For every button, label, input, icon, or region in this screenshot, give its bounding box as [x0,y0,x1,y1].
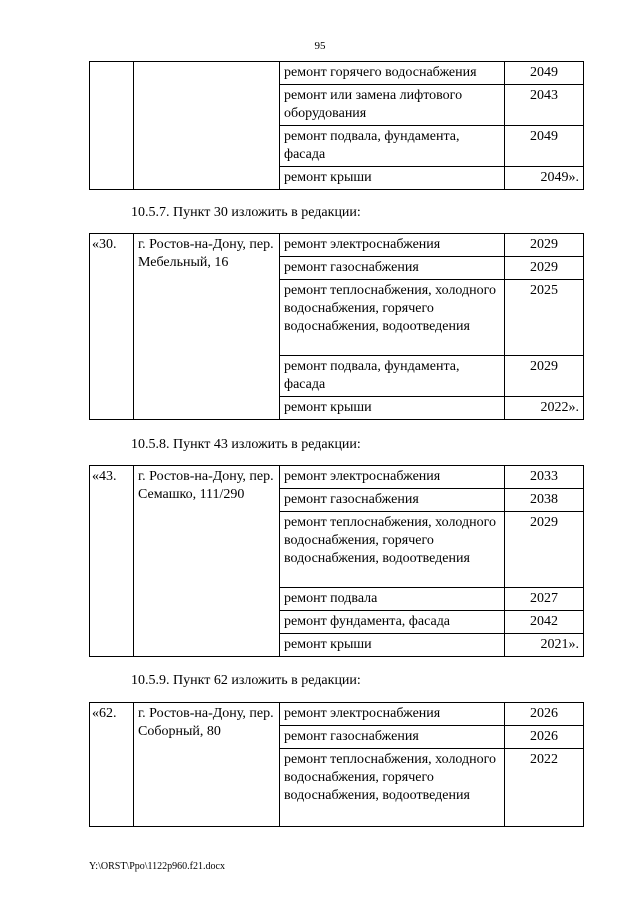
item-number-cell: «62. [90,703,134,827]
year-cell: 2042 [505,611,584,634]
address-cell: г. Ростов-на-Дону, пер. Семашко, 111/290 [134,466,280,657]
work-cell: ремонт газоснабжения [280,489,505,512]
year-cell: 2049». [505,167,584,190]
work-cell: ремонт подвала, фундамента, фасада [280,356,505,397]
work-cell: ремонт крыши [280,167,505,190]
works-table-item-43 [89,465,584,657]
work-cell: ремонт теплоснабжения, холодного водоснабжения, горячего водоснабжения, водоотведения [280,280,505,356]
page-number: 95 [314,40,326,52]
item-number-cell [90,62,134,190]
year-cell: 2029 [505,356,584,397]
paragraph-10-5-7: 10.5.7. Пункт 30 изложить в редакции: [131,205,361,220]
address-cell [134,62,280,190]
address-cell: г. Ростов-на-Дону, пер. Соборный, 80 [134,703,280,827]
work-cell: ремонт теплоснабжения, холодного водоснабжения, горячего водоснабжения, водоотведения [280,512,505,588]
year-cell: 2027 [505,588,584,611]
item-number-cell: «30. [90,234,134,420]
address-cell: г. Ростов-на-Дону, пер. Мебельный, 16 [134,234,280,420]
year-cell: 2029 [505,512,584,588]
work-cell: ремонт фундамента, фасада [280,611,505,634]
year-cell: 2049 [505,126,584,167]
work-cell: ремонт теплоснабжения, холодного водоснабжения, горячего водоснабжения, водоотведения [280,749,505,827]
work-cell: ремонт подвала [280,588,505,611]
work-cell: ремонт электроснабжения [280,466,505,489]
year-cell: 2029 [505,257,584,280]
year-cell: 2026 [505,726,584,749]
work-cell: ремонт крыши [280,397,505,420]
year-cell: 2022». [505,397,584,420]
works-table-continuation [89,61,584,190]
work-cell: ремонт горячего водоснабжения [280,62,505,85]
year-cell: 2029 [505,234,584,257]
table-row [90,62,584,85]
year-cell: 2021». [505,634,584,657]
work-cell: ремонт или замена лифтового оборудования [280,85,505,126]
table-row [90,703,584,726]
file-path-footer: Y:\ORST\Ppo\1122p960.f21.docx [89,861,225,872]
work-cell: ремонт электроснабжения [280,234,505,257]
year-cell: 2043 [505,85,584,126]
year-cell: 2026 [505,703,584,726]
item-number-cell: «43. [90,466,134,657]
paragraph-10-5-9: 10.5.9. Пункт 62 изложить в редакции: [131,673,361,688]
year-cell: 2038 [505,489,584,512]
work-cell: ремонт электроснабжения [280,703,505,726]
work-cell: ремонт газоснабжения [280,257,505,280]
paragraph-10-5-8: 10.5.8. Пункт 43 изложить в редакции: [131,437,361,452]
year-cell: 2022 [505,749,584,827]
work-cell: ремонт газоснабжения [280,726,505,749]
year-cell: 2033 [505,466,584,489]
works-table-item-30 [89,233,584,420]
table-row [90,234,584,257]
table-row [90,466,584,489]
work-cell: ремонт подвала, фундамента, фасада [280,126,505,167]
works-table-item-62 [89,702,584,827]
work-cell: ремонт крыши [280,634,505,657]
year-cell: 2049 [505,62,584,85]
year-cell: 2025 [505,280,584,356]
